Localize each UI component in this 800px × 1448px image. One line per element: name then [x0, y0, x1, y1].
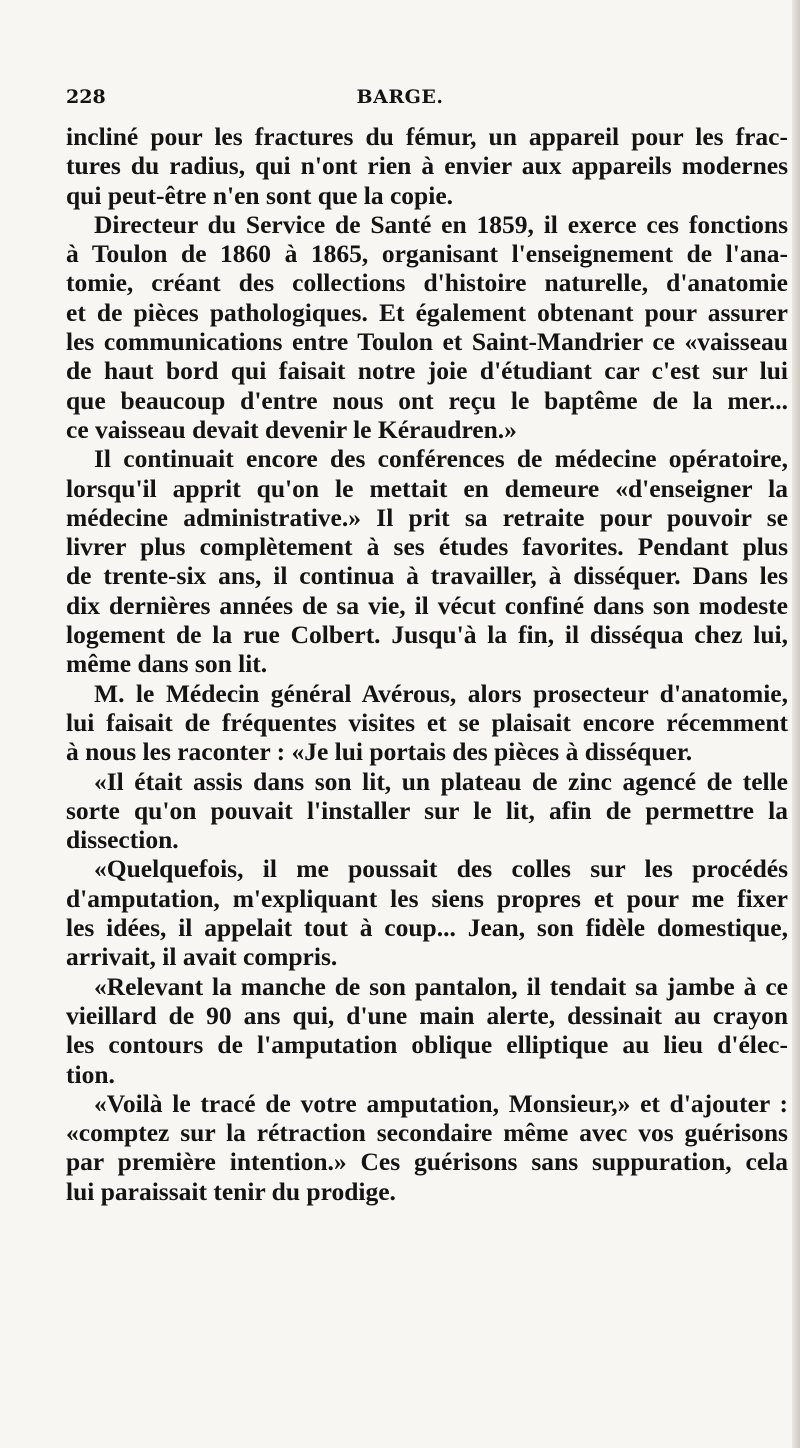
text-line: logement de la rue Colbert. Jusqu'à la fin, il disséqua chez lui,	[66, 620, 788, 650]
text-line: arrivait, il avait compris.	[66, 942, 338, 972]
page-header	[66, 86, 734, 116]
text-line: tion.	[66, 1059, 115, 1089]
text-line: les contours de l'amputation oblique elliptique au lieu d'élec-	[66, 1030, 788, 1060]
text-line: livrer plus complètement à ses études favorites. Pendant plus	[66, 532, 788, 562]
text-line: que beaucoup d'entre nous ont reçu le baptême de la mer...	[66, 385, 788, 415]
text-line: d'amputation, m'expliquant les siens propres et pour me fixer	[66, 883, 788, 913]
text-line: par première intention.» Ces guérisons sans suppuration, cela	[66, 1147, 788, 1177]
text-line: à nous les raconter : «Je lui portais des pièces à disséquer.	[66, 737, 693, 767]
page-number: 228	[66, 86, 106, 108]
text-line: sorte qu'on pouvait l'installer sur le lit, afin de permettre la	[66, 795, 788, 825]
text-line: dix dernières années de sa vie, il vécut confiné dans son modeste	[66, 590, 788, 620]
running-head: BARGE.	[356, 86, 444, 108]
text-line: les communications entre Toulon et Saint-Mandrier ce «vaisseau	[66, 327, 788, 357]
text-line: ce vaisseau devait devenir le Kéraudren.»	[66, 414, 517, 444]
text-line: de haut bord qui faisait notre joie d'étudiant car c'est sur lui	[66, 356, 788, 386]
text-line: même dans son lit.	[66, 649, 268, 679]
text-line: lorsqu'il apprit qu'on le mettait en demeure «d'enseigner la	[66, 473, 788, 503]
text-line: médecine administrative.» Il prit sa retraite pour pouvoir se	[66, 502, 788, 532]
text-line: «Relevant la manche de son pantalon, il tendait sa jambe à ce	[94, 971, 788, 1001]
text-line: à Toulon de 1860 à 1865, organisant l'enseignement de l'ana-	[66, 239, 788, 269]
text-line: vieillard de 90 ans qui, d'une main alerte, dessinait au crayon	[66, 1000, 788, 1030]
text-line: dissection.	[66, 825, 179, 855]
text-line: «Voilà le tracé de votre amputation, Monsieur,» et d'ajouter :	[94, 1088, 788, 1118]
text-line: incliné pour les fractures du fémur, un appareil pour les frac-	[66, 122, 788, 151]
body-text	[66, 122, 788, 1206]
text-line: les idées, il appelait tout à coup... Jean, son fidèle domestique,	[66, 913, 788, 943]
text-line: lui faisait de fréquentes visites et se plaisait encore récemment	[66, 707, 788, 737]
text-line: Directeur du Service de Santé en 1859, il exerce ces fonctions	[94, 209, 788, 239]
text-line: Il continuait encore des conférences de médecine opératoire,	[94, 444, 788, 474]
text-line: tures du radius, qui n'ont rien à envier aux appareils modernes	[66, 151, 788, 181]
text-line: et de pièces pathologiques. Et également obtenant pour assurer	[66, 297, 788, 327]
text-line: qui peut-être n'en sont que la copie.	[66, 180, 454, 210]
text-line: lui paraissait tenir du prodige.	[66, 1176, 396, 1206]
text-line: de trente-six ans, il continua à travailler, à disséquer. Dans les	[66, 561, 788, 591]
text-line: «comptez sur la rétraction secondaire même avec vos guérisons	[66, 1118, 788, 1148]
page-edge	[792, 0, 800, 1448]
text-line: «Il était assis dans son lit, un plateau de zinc agencé de telle	[94, 766, 788, 796]
text-line: tomie, créant des collections d'histoire naturelle, d'anatomie	[66, 268, 788, 298]
text-line: M. le Médecin général Avérous, alors prosecteur d'anatomie,	[94, 678, 788, 708]
text-line: «Quelquefois, il me poussait des colles sur les procédés	[94, 854, 788, 884]
